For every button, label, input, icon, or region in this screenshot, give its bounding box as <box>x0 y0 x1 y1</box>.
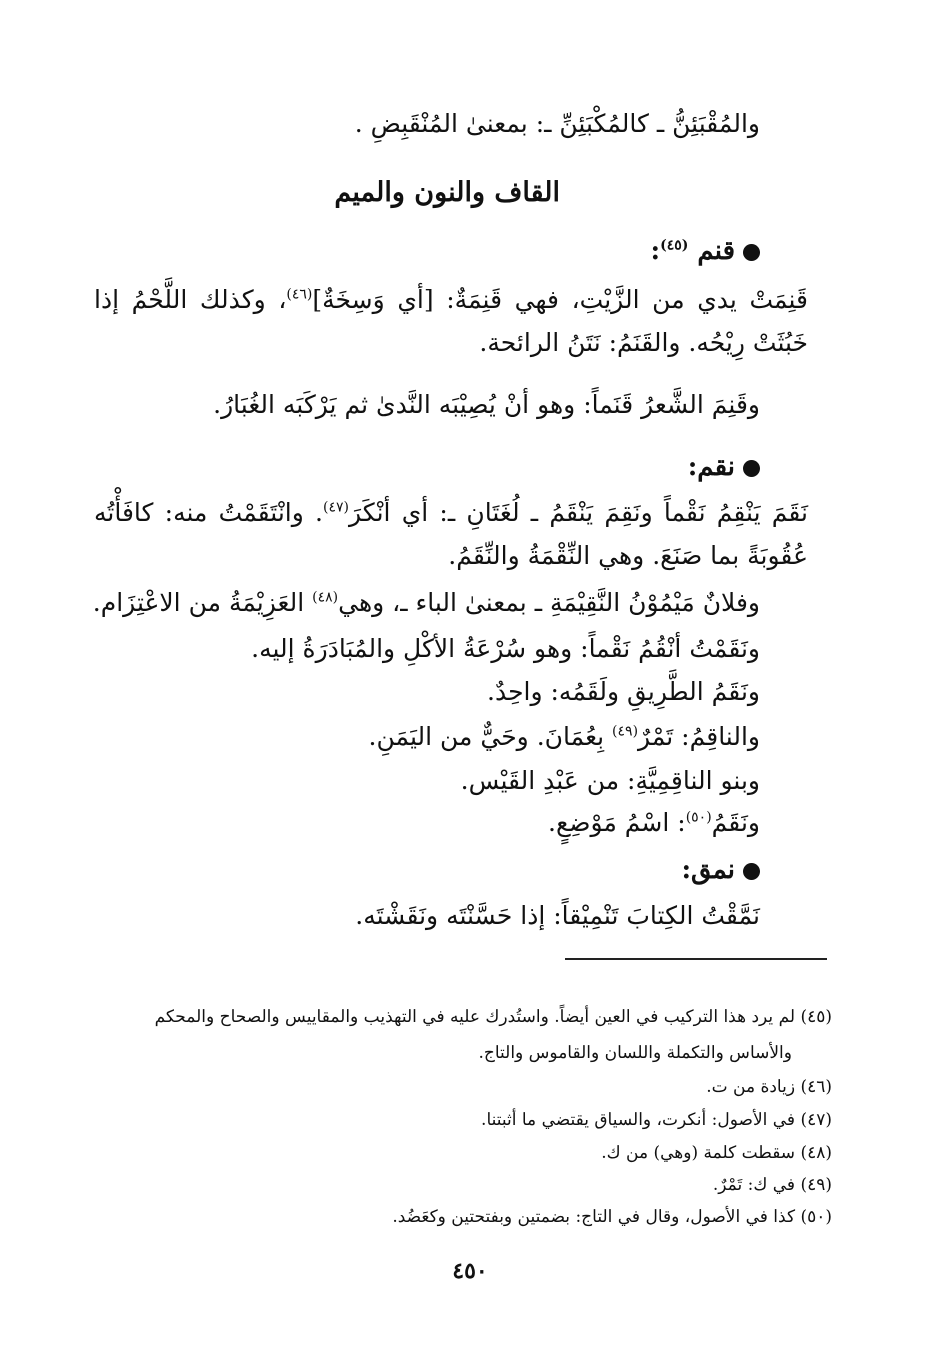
footnote-ref: (٥٠) <box>685 809 712 826</box>
nqm-line-2: عُقُوبَةً بما صَنَعَ. وهي النِّقْمَةُ والنِّقَمُ. <box>448 541 808 570</box>
qnm-line-1: قَنِمَتْ يدي من الزَّيْتِ، فهي قَنِمَةٌ: [أي وَسِخَةٌ]$^{(٤٦)}$، وكذلك اللَّحْمُ إذا <box>94 285 808 314</box>
nqm-line-3: وفلانٌ مَيْمُوْنُ النَّقِيْمَةِ ـ بمعنىٰ الباء ـ، وهي$^{(٤٨)}$ العَزِيْمَةُ من الاعْتِزَام. <box>92 588 760 617</box>
top-line: والمُقْبَئِنُّ ـ كالمُكْبَئِنِّ ـ: بمعنىٰ المُنْقَبِضِ . <box>354 109 760 138</box>
footnote-ref: (٤٨) <box>312 589 339 606</box>
footnote-48: (٤٨) سقطت كلمة (وهي) من ك. <box>601 1143 832 1163</box>
footnote-45: (٤٥) لم يرد هذا التركيب في العين أيضاً. واستُدرك عليه في التهذيب والمقاييس والصحاح والمحكم <box>154 1007 832 1027</box>
entry-title-nmq: نمق: <box>681 853 760 887</box>
footnote-divider <box>565 958 827 960</box>
footnote-ref: (٤٦) <box>286 286 313 303</box>
entry-title-nqm: نقم: <box>688 450 760 484</box>
bullet-icon <box>743 863 760 880</box>
nqm-line-5: ونَقَمُ الطَّرِيقِ ولَقَمُه: واحِدٌ. <box>487 677 760 706</box>
footnote-ref: (٤٧) <box>322 499 349 516</box>
nqm-line-6: والناقِمُ: تَمْرٌ$^{(٤٩)}$ بِعُمَانَ. وحَيٌّ من اليَمَنِ. <box>368 722 760 751</box>
footnote-46: (٤٦) زيادة من ت. <box>706 1077 832 1097</box>
nqm-line-4: ونَقَمْتُ أنْقُمُ نَقْماً: وهو سُرْعَةُ الأكْلِ والمُبَادَرَةُ إليه. <box>251 634 760 663</box>
qnm-line-2: خَبُثَتْ رِيْحُه. والقَنَمُ: نَتَنُ الرائحة. <box>479 328 808 357</box>
bullet-icon <box>743 460 760 477</box>
qnm-line-3: وقَنِمَ الشَّعرُ قَنَماً: وهو أنْ يُصِيْبَه النَّدىٰ ثم يَرْكَبَه الغُبَارُ. <box>213 390 760 419</box>
entry-title-qnm: قنم $^{(٤٥)}$: <box>650 234 760 268</box>
footnote-47: (٤٧) في الأصول: أنكرت، والسياق يقتضي ما أثبتنا. <box>481 1110 832 1130</box>
nqm-line-7: وبنو الناقِمِيَّةِ: من عَبْدِ القَيْس. <box>460 766 760 795</box>
nqm-line-8: ونَقَمُ$^{(٥٠)}$: اسْمُ مَوْضِعٍ. <box>548 808 760 837</box>
footnote-50: (٥٠) كذا في الأصول، وقال في التاج: بضمتين وبفتحتين وكعَضُد. <box>392 1207 832 1227</box>
footnote-49: (٤٩) في ك: تَمْرٌ. <box>712 1175 832 1195</box>
nmq-line-1: نَمَّقْتُ الكِتابَ تَنْمِيْقاً: إذا حَسَّنْتَه ونَقَشْتَه. <box>355 901 760 930</box>
nqm-line-1: نَقَمَ يَنْقِمُ نَقْماً ونَقِمَ يَنْقَمُ ـ لُغَتَانِ ـ: أي أنْكَرَ$^{(٤٧)}$. وانْتَقَمْتُ منه: كافَأْتُه <box>94 498 808 527</box>
section-heading: القاف والنون والميم <box>334 177 560 208</box>
footnote-ref: (٤٥) <box>660 237 689 254</box>
bullet-icon <box>743 244 760 261</box>
footnote-ref: (٤٩) <box>612 723 639 740</box>
page-number: ٤٥٠ <box>452 1258 488 1284</box>
footnote-45-cont: والأساس والتكملة واللسان والقاموس والتاج. <box>478 1043 792 1063</box>
